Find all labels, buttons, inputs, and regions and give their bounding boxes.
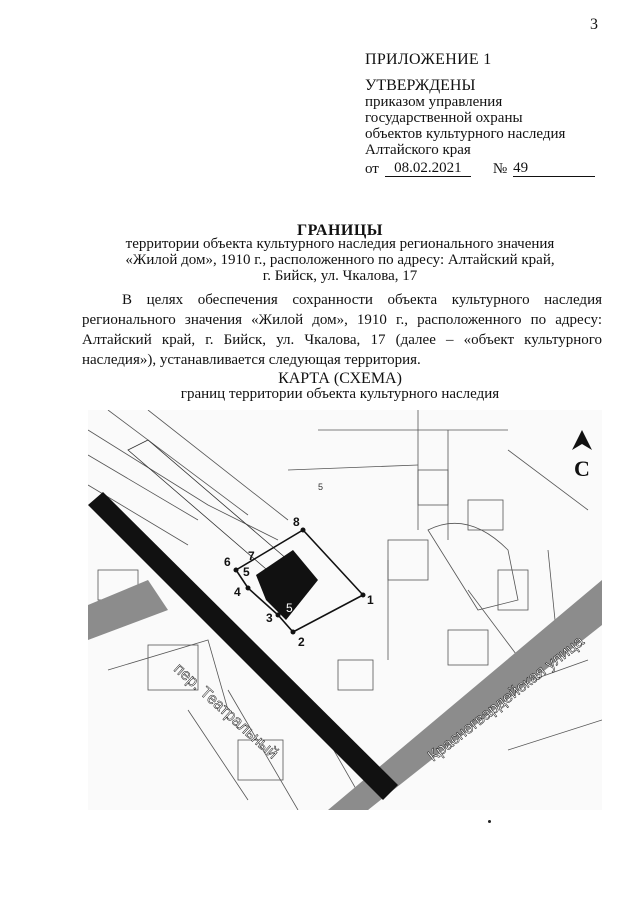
- approved-heading: УТВЕРЖДЕНЫ: [365, 77, 476, 94]
- grey-patch: [88, 580, 168, 640]
- approval-line: приказом управления: [365, 94, 503, 110]
- point-label: 5: [243, 565, 250, 579]
- point-label: 7: [248, 549, 255, 563]
- object-label: 5: [286, 601, 293, 615]
- plot-label: 5: [318, 482, 324, 492]
- date-prefix: от: [365, 161, 379, 177]
- approval-line: государственной охраны: [365, 110, 523, 126]
- boundary-map: [88, 410, 602, 810]
- map-drawing: [88, 410, 602, 810]
- north-label: С: [574, 456, 590, 481]
- subtitle-line: территории объекта культурного наследия регионального значения: [125, 236, 555, 252]
- number-prefix: №: [492, 161, 508, 177]
- appendix-heading: ПРИЛОЖЕНИЕ 1: [365, 51, 492, 68]
- point-label: 8: [293, 515, 300, 529]
- approval-date: 08.02.2021: [385, 160, 471, 177]
- document-subtitle: [60, 236, 620, 284]
- lane-label: пер. Театральный: [170, 660, 282, 763]
- main-street-label: Красногвардейская улица: [424, 632, 588, 766]
- point-label: 4: [234, 585, 241, 599]
- approval-date-line: [365, 160, 615, 177]
- lane-strip: [88, 492, 398, 800]
- point-label: 6: [224, 555, 231, 569]
- point-label: 1: [367, 593, 374, 607]
- stray-dot: [488, 820, 491, 823]
- point-label: 2: [298, 635, 305, 649]
- intro-paragraph: В целях обеспечения сохранности объекта культурного наследия регионального значения «Жилой дом», 1910 г., расположенного по адресу: Алтайский край, г. Бийск, ул. Чкалова, 17 (далее – «объект культурного наследия»), устанавливается следующая территория.: [82, 292, 602, 368]
- approval-block: [365, 52, 615, 177]
- approval-line: Алтайского края: [365, 142, 471, 158]
- approval-number: 49: [513, 160, 595, 177]
- subtitle-line: г. Бийск, ул. Чкалова, 17: [262, 268, 418, 284]
- map-subtitle: границ территории объекта культурного наследия: [180, 386, 500, 402]
- subtitle-line: «Жилой дом», 1910 г., расположенного по адресу: Алтайский край,: [125, 252, 555, 268]
- point-label: 3: [266, 611, 273, 625]
- approval-line: объектов культурного наследия: [365, 126, 566, 142]
- page-number: 3: [590, 16, 598, 33]
- map-title: КАРТА (СХЕМА): [278, 370, 402, 387]
- document-title: ГРАНИЦЫ: [296, 222, 383, 239]
- north-arrow-icon: [572, 430, 592, 450]
